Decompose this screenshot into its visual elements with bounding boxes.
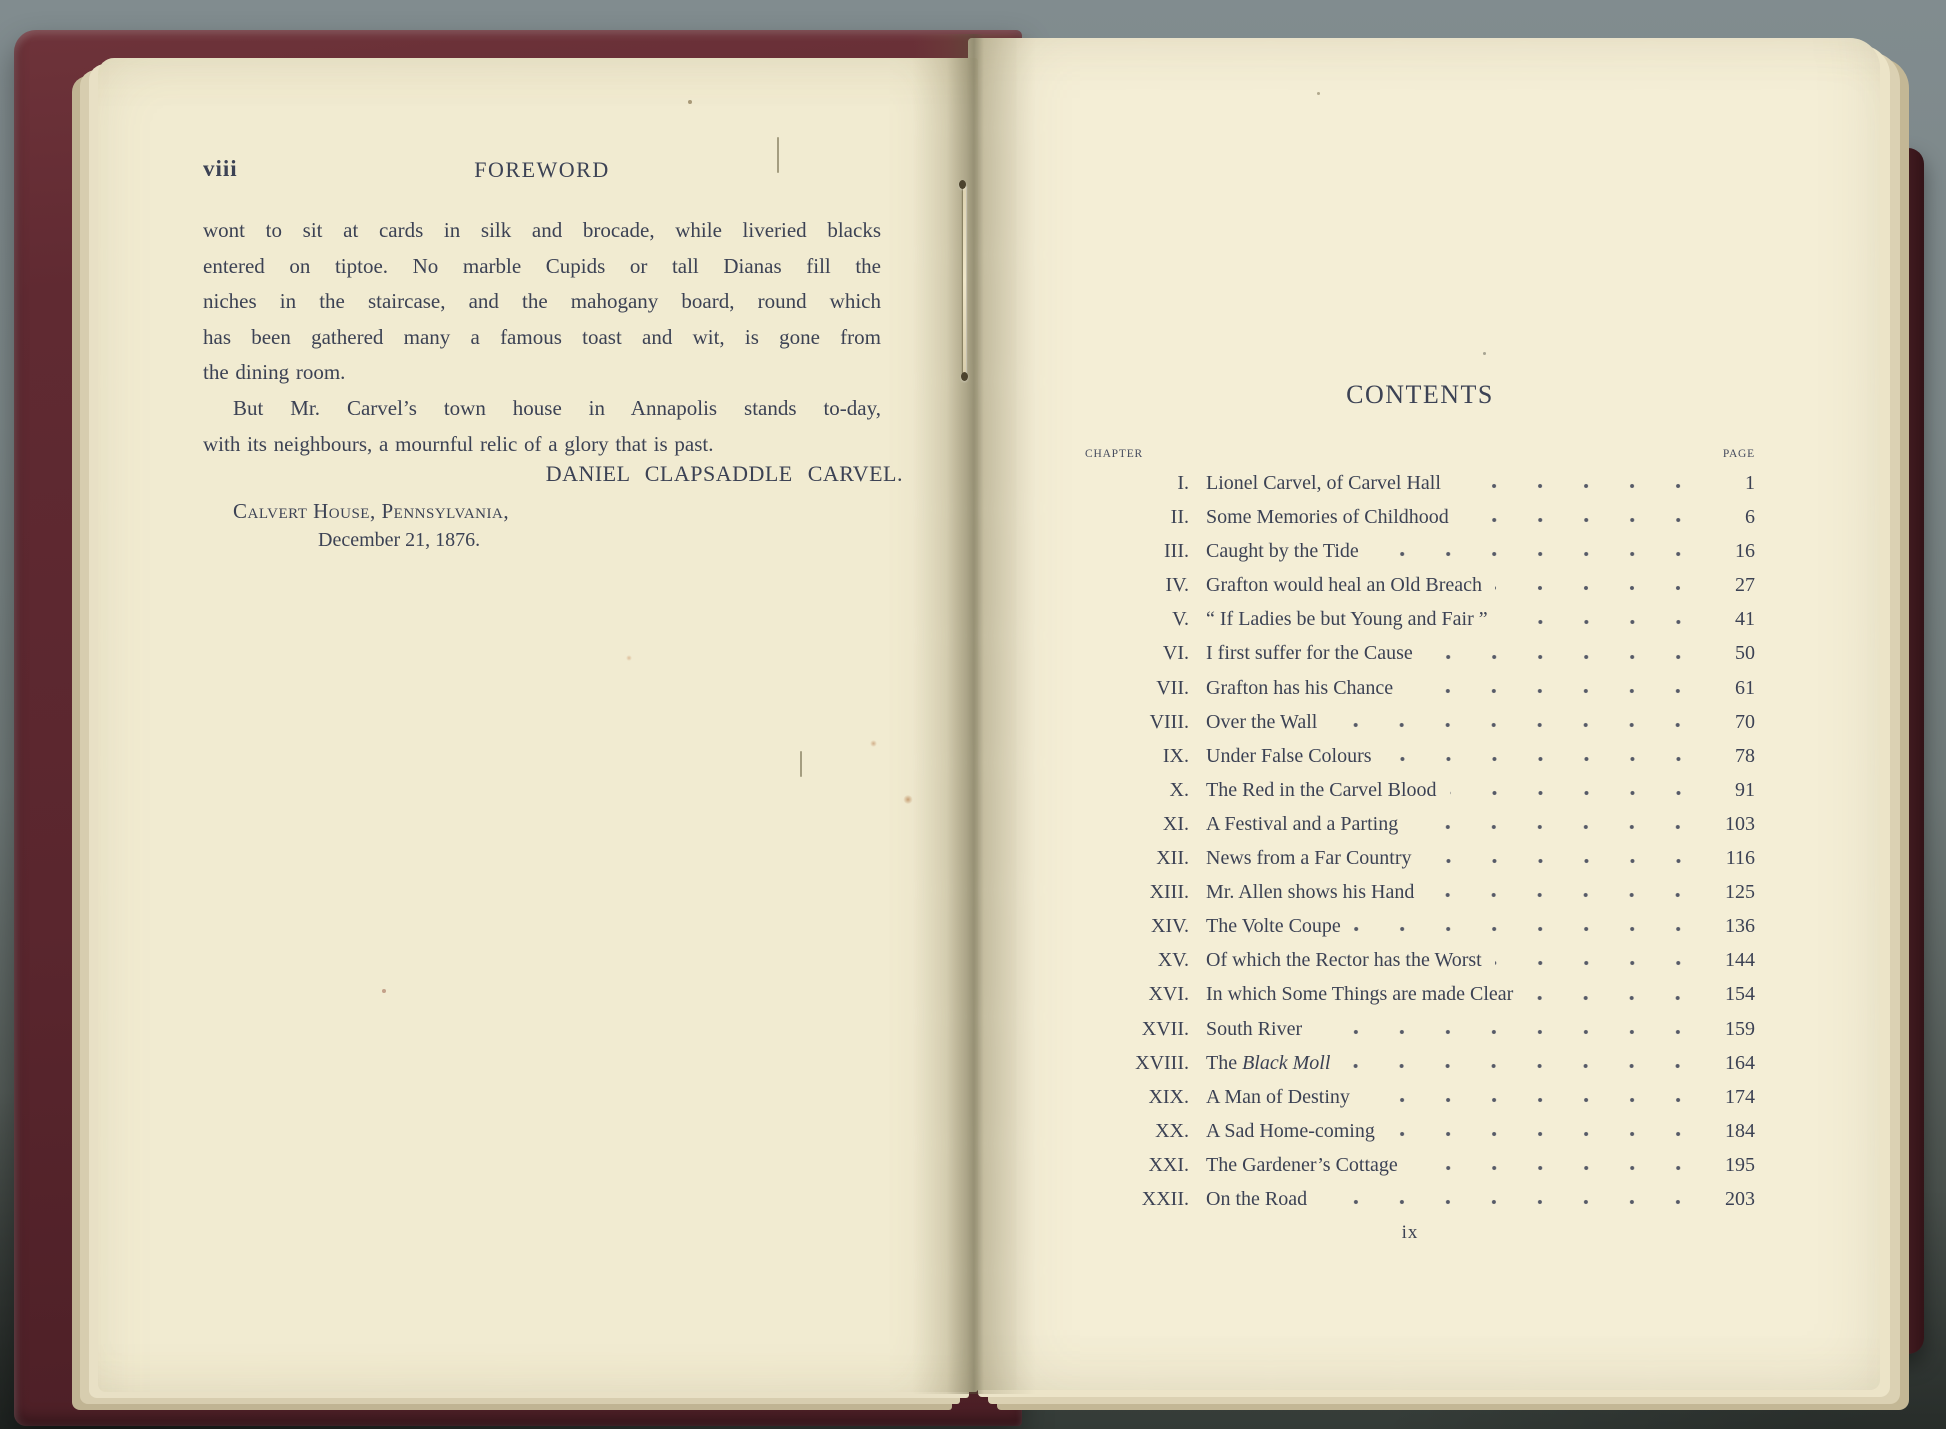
foreword-line: the dining room. [203,360,346,385]
chapter-page-number: 159 [1725,1017,1755,1040]
chapter-page-number: 103 [1725,812,1755,835]
dot-leader [1454,466,1701,500]
chapter-numeral: XIX. [1148,1085,1189,1108]
contents-row [1085,568,1755,602]
chapter-numeral: VII. [1156,676,1189,699]
contents-table [1085,466,1755,1216]
chapter-numeral: XIV. [1151,915,1189,938]
chapter-page-number: 1 [1745,472,1755,494]
chapter-title: South River [1206,1017,1303,1040]
chapter-title: Mr. Allen shows his Hand [1206,881,1415,904]
stitch-hole [961,372,968,381]
contents-row [1085,466,1755,500]
page-number-ix: ix [1401,1222,1419,1243]
chapter-numeral: II. [1170,506,1189,529]
dot-leader [1363,1080,1701,1114]
contents-row [1085,977,1755,1011]
chapter-numeral: XV. [1157,949,1189,972]
dot-leader [1354,909,1701,943]
dot-leader [1427,875,1701,909]
foreword-line: wont to sit at cards in silk and brocade, while liveried blacks [203,218,881,242]
contents-row [1085,773,1755,807]
contents-title: CONTENTS [1346,380,1494,409]
contents-row [1085,1080,1755,1114]
chapter-page-number: 27 [1735,574,1755,597]
foreword-page [98,58,978,1392]
crease-mark [800,751,802,777]
chapter-numeral: XI. [1162,812,1189,835]
contents-row [1085,705,1755,739]
chapter-page-number: 136 [1725,915,1755,938]
chapter-numeral: V. [1172,608,1189,631]
contents-page [968,38,1880,1390]
chapter-page-number: 184 [1725,1119,1755,1142]
contents-row [1085,739,1755,773]
stitch-hole [959,180,966,189]
author-signature: DANIEL CLAPSADDLE CARVEL. [545,461,903,486]
chapter-title: Some Memories of Childhood [1206,506,1449,529]
dot-leader [1372,534,1701,568]
chapter-title: A Sad Home-coming [1206,1119,1375,1142]
contents-row [1085,1046,1755,1080]
chapter-page-number: 154 [1725,983,1755,1006]
chapter-page-number: 61 [1735,676,1755,699]
contents-row [1085,807,1755,841]
chapter-title: Lionel Carvel, of Carvel Hall [1206,472,1441,494]
chapter-numeral: XIII. [1149,881,1189,904]
chapter-numeral: XVIII. [1135,1051,1189,1074]
chapter-numeral: I. [1177,472,1189,494]
chapter-title: “ If Ladies be but Young and Fair ” [1206,608,1488,631]
contents-row [1085,500,1755,534]
dot-leader [1388,1114,1701,1148]
chapter-page-number: 116 [1725,847,1755,870]
running-head: FOREWORD [474,157,610,182]
contents-row [1085,602,1755,636]
page-column-header: PAGE [1722,448,1755,460]
contents-row [1085,875,1755,909]
chapter-title: News from a Far Country [1206,847,1412,870]
chapter-title: A Man of Destiny [1206,1085,1350,1108]
chapter-page-number: 50 [1735,642,1755,665]
dot-leader [1426,636,1701,670]
chapter-page-number: 174 [1725,1085,1755,1108]
dot-leader [1406,671,1701,705]
contents-row [1085,1012,1755,1046]
dot-leader [1495,568,1701,602]
chapter-page-number: 203 [1725,1187,1755,1210]
foreword-line: entered on tiptoe. No marble Cupids or tall Dianas fill the [203,253,881,278]
chapter-title: Over the Wall [1206,710,1318,733]
chapter-page-number: 70 [1735,710,1755,733]
chapter-numeral: IX. [1162,744,1189,767]
foreword-line: with its neighbours, a mournful relic of a glory that is past. [203,431,714,456]
chapter-title: The Red in the Carvel Blood [1206,778,1437,801]
chapter-title: Grafton would heal an Old Breach [1206,574,1483,597]
chapter-numeral: XII. [1156,847,1189,870]
contents-row [1085,1148,1755,1182]
dot-leader [1501,602,1701,636]
dot-leader [1320,1182,1701,1216]
chapter-title: In which Some Things are made Clear [1206,983,1514,1006]
page-number-viii: viii [203,156,238,181]
chapter-page-number: 6 [1745,506,1755,529]
dot-leader [1411,1148,1701,1182]
dot-leader [1315,1012,1701,1046]
dot-leader [1526,977,1701,1011]
chapter-title: The Volte Coupe [1206,915,1341,938]
contents-row [1085,1182,1755,1216]
chapter-numeral: XXII. [1141,1187,1189,1210]
dot-leader [1462,500,1701,534]
contents-row [1085,1114,1755,1148]
chapter-numeral: VI. [1162,642,1189,665]
chapter-title: Under False Colours [1206,744,1372,767]
dateline-place: Calvert House, Pennsylvania, [233,499,510,523]
contents-column-headers [1085,448,1755,460]
chapter-title: I first suffer for the Cause [1206,642,1413,665]
dot-leader [1495,943,1701,977]
contents-row [1085,943,1755,977]
chapter-page-number: 195 [1725,1153,1755,1176]
foreword-line: But Mr. Carvel’s town house in Annapolis stands to-day, [233,395,881,420]
chapter-title-italic: Black Moll [1242,1051,1331,1074]
foreword-body [203,213,881,462]
chapter-title: Grafton has his Chance [1206,676,1394,699]
chapter-numeral: X. [1169,778,1189,801]
foreword-line: niches in the staircase, and the mahogany board, round which [203,289,881,314]
chapter-title: The Gardener’s Cottage [1206,1153,1398,1176]
chapter-title: Of which the Rector has the Worst [1206,949,1482,972]
chapter-column-header: CHAPTER [1085,448,1143,460]
chapter-numeral: III. [1164,540,1189,563]
dot-leader [1411,807,1701,841]
contents-row [1085,636,1755,670]
crease-mark [777,137,779,173]
chapter-numeral: IV. [1165,574,1189,597]
chapter-title: The Black Moll [1206,1051,1331,1074]
chapter-title: On the Road [1206,1187,1308,1210]
dot-leader [1450,773,1701,807]
chapter-page-number: 78 [1735,744,1755,767]
dot-leader [1330,705,1701,739]
dot-leader [1385,739,1701,773]
chapter-numeral: VIII. [1149,710,1189,733]
chapter-page-number: 41 [1735,608,1755,631]
chapter-numeral: XXI. [1148,1153,1189,1176]
binding-thread [963,186,966,376]
chapter-page-number: 91 [1735,778,1755,801]
contents-row [1085,534,1755,568]
chapter-page-number: 125 [1725,881,1755,904]
dot-leader [1343,1046,1701,1080]
chapter-title: Caught by the Tide [1206,540,1359,563]
dot-leader [1425,841,1701,875]
contents-row [1085,909,1755,943]
chapter-page-number: 164 [1725,1051,1755,1074]
chapter-numeral: XVII. [1141,1017,1189,1040]
foreword-line: has been gathered many a famous toast and wit, is gone from [203,324,881,349]
dateline-date: December 21, 1876. [318,529,481,551]
chapter-title: A Festival and a Parting [1206,812,1399,835]
chapter-numeral: XX. [1155,1119,1189,1142]
contents-row [1085,841,1755,875]
contents-row [1085,671,1755,705]
chapter-numeral: XVI. [1148,983,1189,1006]
chapter-page-number: 144 [1725,949,1755,972]
chapter-page-number: 16 [1735,540,1755,563]
